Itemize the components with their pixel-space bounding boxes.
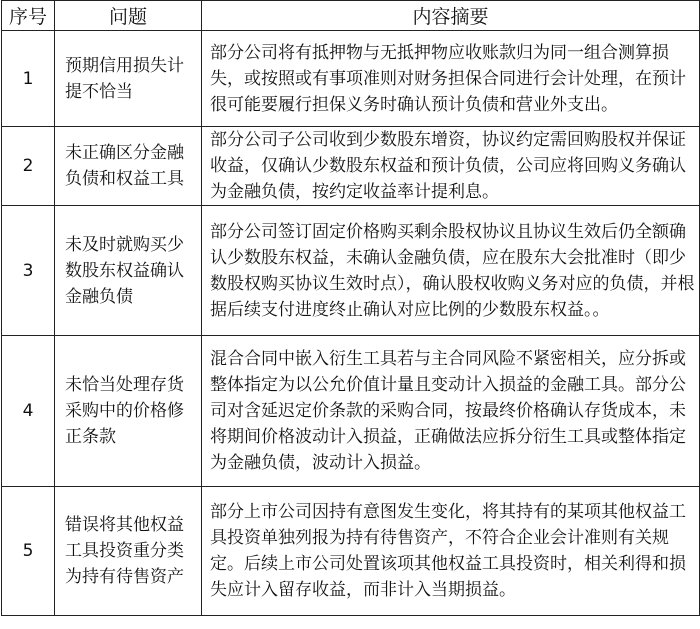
row-index: 3	[2, 206, 55, 336]
table-row	[2, 127, 700, 206]
row-summary: 部分公司将有抵押物与无抵押物应收账款归为同一组合测算损失，或按照或有事项准则对财务担保合同进行会计处理，在预计很可能要履行担保义务时确认预计负债和营业外支出。	[202, 31, 700, 127]
header-summary: 内容摘要	[202, 1, 700, 31]
row-question: 未及时就购买少数股东权益确认金融负债	[55, 206, 202, 336]
row-summary: 部分公司子公司收到少数股东增资，协议约定需回购股权并保证收益，仅确认少数股东权益和预计负债，公司应将回购义务确认为金融负债，按约定收益率计提利息。	[202, 127, 700, 206]
header-question: 问题	[55, 1, 202, 31]
header-row	[2, 1, 700, 31]
row-question: 错误将其他权益工具投资重分类为持有待售资产	[55, 487, 202, 616]
row-summary: 混合合同中嵌入衍生工具若与主合同风险不紧密相关，应分拆或整体指定为以公允价值计量且变动计入损益的金融工具。部分公司对含延迟定价条款的采购合同，按最终价格确认存货成本，未将期间价格波动计入损益，正确做法应拆分衍生工具或整体指定为金融负债，波动计入损益。	[202, 336, 700, 487]
row-index: 5	[2, 487, 55, 616]
row-summary: 部分上市公司因持有意图发生变化，将其持有的某项其他权益工具投资单独列报为持有待售资产，不符合企业会计准则有关规定。后续上市公司处置该项其他权益工具投资时，相关利得和损失应计入留存收益，而非计入当期损益。	[202, 487, 700, 616]
table-row	[2, 206, 700, 336]
issues-table	[1, 0, 700, 616]
row-index: 2	[2, 127, 55, 206]
row-question: 预期信用损失计提不恰当	[55, 31, 202, 127]
row-question: 未恰当处理存货采购中的价格修正条款	[55, 336, 202, 487]
table-row	[2, 487, 700, 616]
table-row	[2, 31, 700, 127]
row-index: 1	[2, 31, 55, 127]
row-question: 未正确区分金融负债和权益工具	[55, 127, 202, 206]
header-index: 序号	[2, 1, 55, 31]
row-index: 4	[2, 336, 55, 487]
row-summary: 部分公司签订固定价格购买剩余股权协议且协议生效后仍全额确认少数股东权益，未确认金融负债，应在股东大会批准时（即少数股权购买协议生效时点），确认股权收购义务对应的负债，并根据后续支付进度终止确认对应比例的少数股东权益。。	[202, 206, 700, 336]
table-row	[2, 336, 700, 487]
